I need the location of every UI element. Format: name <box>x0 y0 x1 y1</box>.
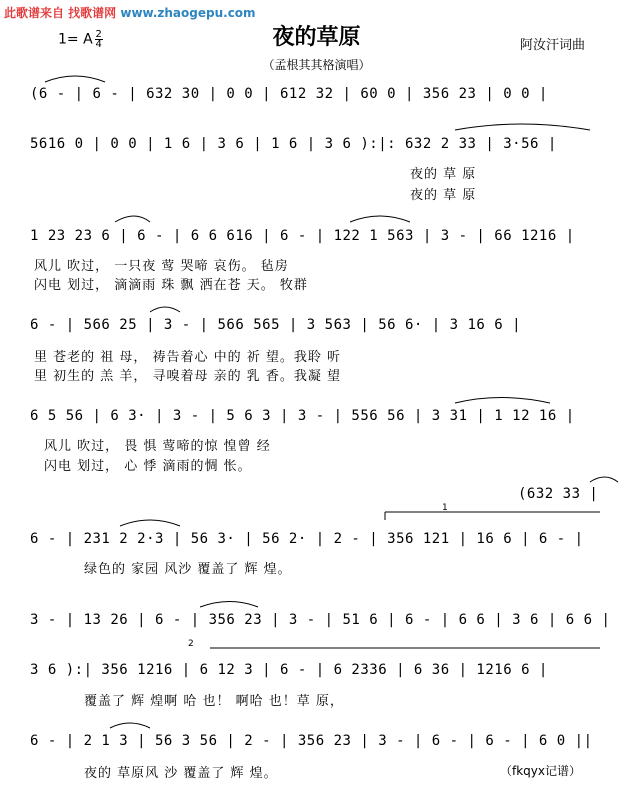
notation-row: 6 - | 2 1 3 | 56 3 56 | 2 - | 356 23 | 3 - | 6 - | 6 - | 6 0 || <box>30 733 593 749</box>
slur <box>120 520 180 526</box>
notation-row: (632 33 | <box>518 486 599 502</box>
lyric-line: 风儿 吹过， 一只夜 莺 哭啼 哀伤。 毡房 <box>34 259 289 274</box>
lyric-line: 闪电 划过， 滴滴雨 珠 飘 洒在苍 天。 牧群 <box>34 278 308 293</box>
slur <box>115 216 150 222</box>
lyric-line: 夜的 草原风 沙 覆盖了 辉 煌。 <box>84 766 278 781</box>
performer: （孟根其其格演唱） <box>262 58 371 72</box>
notation-row: (6 - | 6 - | 632 30 | 0 0 | 612 32 | 60 0 | 356 23 | 0 0 | <box>30 86 548 102</box>
lyric-line: 风儿 吹过， 畏 惧 莺啼的惊 惶曾 经 <box>44 439 271 454</box>
notation-row: 3 - | 13 26 | 6 - | 356 23 | 3 - | 51 6 | 6 - | 6 6 | 3 6 | 6 6 | <box>30 612 611 628</box>
lyric-line: 覆盖了 辉 煌啊 哈 也！ 啊哈 也！草 原， <box>84 694 344 709</box>
slur <box>150 307 180 312</box>
volta-bracket <box>385 512 600 520</box>
slur <box>350 216 410 222</box>
watermark-url[interactable]: www.zhaogepu.com <box>120 6 256 20</box>
notation-row: 6 - | 566 25 | 3 - | 566 565 | 3 563 | 56 6· | 3 16 6 | <box>30 317 522 333</box>
notation-row: 1 23 23 6 | 6 - | 6 6 616 | 6 - | 122 1 563 | 3 - | 66 1216 | <box>30 228 575 244</box>
slur <box>110 723 150 728</box>
notation-row: 6 - | 231 2 2·3 | 56 3· | 56 2· | 2 - | 356 121 | 16 6 | 6 - | <box>30 531 584 547</box>
slur <box>455 124 590 130</box>
lyric-line: 闪电 划过， 心 悸 滴雨的惆 怅。 <box>44 459 252 474</box>
notation-row: 3 6 ):| 356 1216 | 6 12 3 | 6 - | 6 2336 | 6 36 | 1216 6 | <box>30 662 548 678</box>
volta-number-1: 1 <box>442 503 448 513</box>
slur <box>455 398 550 404</box>
lyric-line: 夜的 草 原 <box>410 188 477 203</box>
composer: 阿汝汗词曲 <box>519 38 585 53</box>
lyric-line: 夜的 草 原 <box>410 167 477 182</box>
lyric-line: 绿色的 家园 风沙 覆盖了 辉 煌。 <box>84 562 292 577</box>
lyric-line: 里 初生的 羔 羊， 寻嗅着母 亲的 乳 香。我凝 望 <box>34 369 342 384</box>
song-title: 夜的草原 <box>272 24 361 50</box>
watermark: 此歌谱来自 找歌谱网 www.zhaogepu.com <box>4 6 256 20</box>
key-label: 1= A <box>58 31 93 48</box>
volta-number-2: 2 <box>188 639 194 649</box>
transcriber-credit: （fkqyx记谱） <box>500 764 581 778</box>
slur <box>200 602 258 608</box>
notation-row: 5616 0 | 0 0 | 1 6 | 3 6 | 1 6 | 3 6 ):|: 632 2 33 | 3·56 | <box>30 136 557 152</box>
slur <box>590 477 618 482</box>
meter-bottom: 4 <box>95 39 102 50</box>
meter-top: 2 <box>95 29 102 40</box>
notation-row: 6 5 56 | 6 3· | 3 - | 5 6 3 | 3 - | 556 56 | 3 31 | 1 12 16 | <box>30 408 575 424</box>
slur <box>45 76 105 82</box>
lyric-line: 里 苍老的 祖 母， 祷告着心 中的 祈 望。我聆 听 <box>34 350 342 365</box>
